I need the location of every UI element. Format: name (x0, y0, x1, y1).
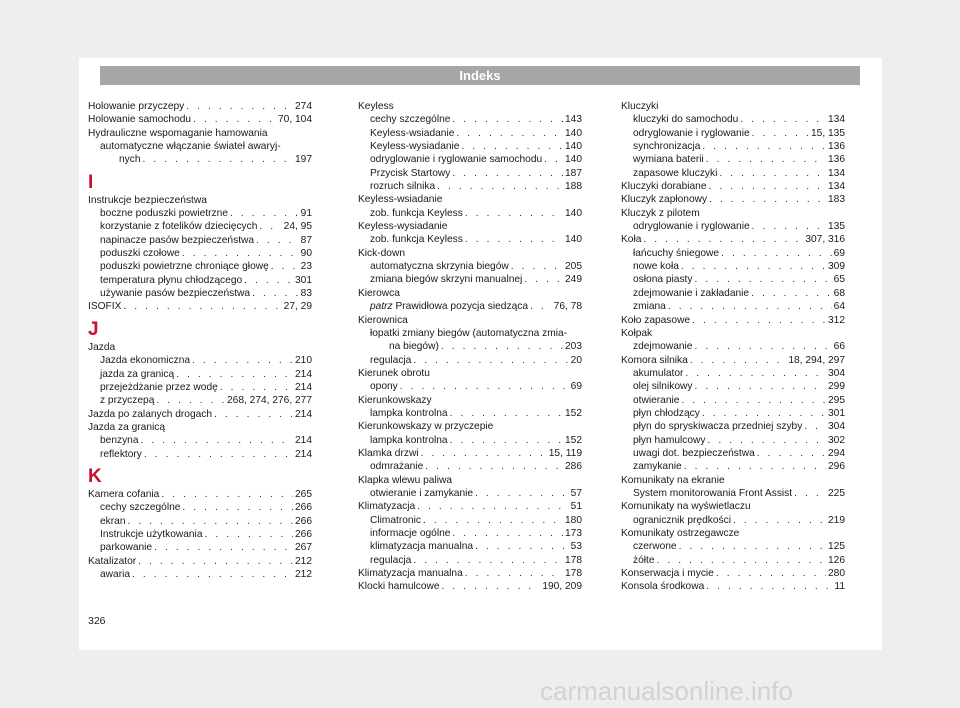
section-letter-i: I (88, 171, 94, 193)
index-subentry: czerwone . . . 125 (621, 540, 845, 553)
page-number: 326 (88, 615, 106, 627)
index-subentry: płyn hamulcowy . . . 302 (621, 434, 845, 447)
index-subentry: zapasowe kluczyki . . . 134 (621, 167, 845, 180)
index-subentry: cechy szczególne . . . 143 (358, 113, 582, 126)
index-entry: Klimatyzacja . . . 51 (358, 500, 582, 513)
index-column-1 (88, 100, 312, 581)
index-subentry: zob. funkcja Keyless . . . 140 (358, 233, 582, 246)
index-subentry: informacje ogólne . . . 173 (358, 527, 582, 540)
index-subentry: odryglowanie i ryglowanie . . . 15, 135 (621, 127, 845, 140)
index-subentry: olej silnikowy . . . 299 (621, 380, 845, 393)
index-heading: Keyless-wsiadanie (358, 194, 443, 206)
index-subentry: poduszki czołowe . . . 90 (88, 247, 312, 260)
index-subentry: automatyczna skrzynia biegów . . . 205 (358, 260, 582, 273)
index-subentry: na biegów) . . . 203 (358, 340, 582, 353)
index-subentry: odryglowanie i ryglowanie samochodu . . . 140 (358, 153, 582, 166)
index-subentry: lampka kontrolna . . . 152 (358, 407, 582, 420)
section-letter-k: K (88, 465, 102, 487)
index-subentry: kluczyki do samochodu . . . 134 (621, 113, 845, 126)
index-heading: Instrukcje bezpieczeństwa (88, 194, 207, 206)
index-subentry: zamykanie . . . 296 (621, 460, 845, 473)
index-heading: Kierowca (358, 287, 400, 299)
index-subentry: nych . . . 197 (88, 153, 312, 166)
index-heading: Kołpak (621, 327, 653, 339)
watermark-text: carmanualsonline.info (540, 676, 793, 706)
index-subentry: lampka kontrolna . . . 152 (358, 434, 582, 447)
index-entry: Koła . . . 307, 316 (621, 233, 845, 246)
index-subentry: benzyna . . . 214 (88, 434, 312, 447)
index-subentry: opony . . . 69 (358, 380, 582, 393)
index-subentry: akumulator . . . 304 (621, 367, 845, 380)
index-heading: Kluczyk z pilotem (621, 207, 700, 219)
index-heading: Kierunek obrotu (358, 367, 430, 379)
index-heading: Kierunkowskazy (358, 394, 432, 406)
index-subentry: uwagi dot. bezpieczeństwa . . . 294 (621, 447, 845, 460)
index-subentry: Keyless-wysiadanie . . . 140 (358, 140, 582, 153)
index-heading: Keyless-wysiadanie (358, 221, 448, 233)
index-subentry: odryglowanie i ryglowanie . . . 135 (621, 220, 845, 233)
section-letter-j: J (88, 318, 99, 340)
index-entry: Kluczyki dorabiane . . . 134 (621, 180, 845, 193)
index-heading: Jazda (88, 341, 116, 353)
index-heading: Kierunkowskazy w przyczepie (358, 421, 494, 433)
index-entry: Holowanie przyczepy . . . 274 (88, 100, 312, 113)
index-subentry: odmrażanie . . . 286 (358, 460, 582, 473)
index-subentry: używanie pasów bezpieczeństwa . . . 83 (88, 287, 312, 300)
index-subentry: reflektory . . . 214 (88, 448, 312, 461)
index-subentry: automatyczne włączanie świateł awaryj- (100, 141, 281, 153)
index-heading: Klapka wlewu paliwa (358, 474, 453, 486)
index-subentry: otwieranie i zamykanie . . . 57 (358, 487, 582, 500)
index-subentry: ekran . . . 266 (88, 515, 312, 528)
index-subentry: płyn do spryskiwacza przedniej szyby . . . 304 (621, 420, 845, 433)
index-entry: ISOFIX . . . 27, 29 (88, 300, 312, 313)
index-subentry: klimatyzacja manualna . . . 53 (358, 540, 582, 553)
index-subentry: nowe koła . . . 309 (621, 260, 845, 273)
index-heading: Komunikaty na wyświetlaczu (621, 501, 751, 513)
index-heading: Komunikaty na ekranie (621, 474, 725, 486)
index-entry: Klocki hamulcowe . . . 190, 209 (358, 580, 582, 593)
index-subentry: cechy szczególne . . . 266 (88, 501, 312, 514)
index-subentry: otwieranie . . . 295 (621, 394, 845, 407)
index-subentry: System monitorowania Front Assist . . . 225 (621, 487, 845, 500)
index-subentry: Climatronic . . . 180 (358, 514, 582, 527)
index-subentry: łopatki zmiany biegów (automatyczna zmia- (370, 327, 568, 339)
index-subentry: ogranicznik prędkości . . . 219 (621, 514, 845, 527)
index-subentry: awaria . . . 212 (88, 568, 312, 581)
index-heading: Kick-down (358, 247, 405, 259)
index-entry: Klamka drzwi . . . 15, 119 (358, 447, 582, 460)
index-subentry: zmiana . . . 64 (621, 300, 845, 313)
index-heading: Kluczyki (621, 101, 659, 112)
index-heading: Kierownica (358, 314, 408, 326)
index-subentry: Jazda ekonomiczna . . . 210 (88, 354, 312, 367)
index-subentry: zdejmowanie . . . 66 (621, 340, 845, 353)
index-subentry: temperatura płynu chłodzącego . . . 301 (88, 274, 312, 287)
index-entry: Koło zapasowe . . . 312 (621, 314, 845, 327)
index-subentry: z przyczepą . . . 268, 274, 276, 277 (88, 394, 312, 407)
index-subentry: Instrukcje użytkowania . . . 266 (88, 528, 312, 541)
index-subentry: boczne poduszki powietrzne . . . 91 (88, 207, 312, 220)
index-subentry: regulacja . . . 178 (358, 554, 582, 567)
index-subentry: płyn chłodzący . . . 301 (621, 407, 845, 420)
index-subentry: korzystanie z fotelików dziecięcych . . . 24, 95 (88, 220, 312, 233)
index-subentry: wymiana baterii . . . 136 (621, 153, 845, 166)
index-entry: Klimatyzacja manualna . . . 178 (358, 567, 582, 580)
index-heading: Hydrauliczne wspomaganie hamowania (88, 127, 268, 139)
index-entry: Kluczyk zapłonowy . . . 183 (621, 193, 845, 206)
index-subentry: synchronizacja . . . 136 (621, 140, 845, 153)
index-subentry: patrz Prawidłowa pozycja siedząca . . . 76, 78 (358, 300, 582, 313)
index-heading: Komunikaty ostrzegawcze (621, 528, 740, 539)
index-column-2 (358, 100, 582, 594)
index-subentry: zob. funkcja Keyless . . . 140 (358, 207, 582, 220)
index-subentry: rozruch silnika . . . 188 (358, 180, 582, 193)
index-subentry: Keyless-wsiadanie . . . 140 (358, 127, 582, 140)
index-heading: Keyless (358, 101, 394, 112)
index-entry: Katalizator . . . 212 (88, 555, 312, 568)
index-subentry: poduszki powietrzne chroniące głowę . . . 23 (88, 260, 312, 273)
index-subentry: jazda za granicą . . . 214 (88, 368, 312, 381)
index-subentry: zdejmowanie i zakładanie . . . 68 (621, 287, 845, 300)
index-entry: Jazda po zalanych drogach . . . 214 (88, 408, 312, 421)
page-header-title: Indeks (100, 66, 860, 85)
index-subentry: łańcuchy śniegowe . . . 69 (621, 247, 845, 260)
index-subentry: zmiana biegów skrzyni manualnej . . . 249 (358, 273, 582, 286)
index-column-3 (621, 100, 845, 594)
index-entry: Konserwacja i mycie . . . 280 (621, 567, 845, 580)
index-entry: Holowanie samochodu . . . 70, 104 (88, 113, 312, 126)
index-subentry: osłona piasty . . . 65 (621, 273, 845, 286)
index-subentry: parkowanie . . . 267 (88, 541, 312, 554)
index-subentry: żółte . . . 126 (621, 554, 845, 567)
index-entry: Kamera cofania . . . 265 (88, 488, 312, 501)
index-entry: Komora silnika . . . 18, 294, 297 (621, 354, 845, 367)
index-subentry: regulacja . . . 20 (358, 354, 582, 367)
index-subentry: przejeżdżanie przez wodę . . . 214 (88, 381, 312, 394)
index-entry: Konsola środkowa . . . 11 (621, 580, 845, 593)
index-heading: Jazda za granicą (88, 421, 166, 433)
index-subentry: Przycisk Startowy . . . 187 (358, 167, 582, 180)
index-subentry: napinacze pasów bezpieczeństwa . . . 87 (88, 234, 312, 247)
